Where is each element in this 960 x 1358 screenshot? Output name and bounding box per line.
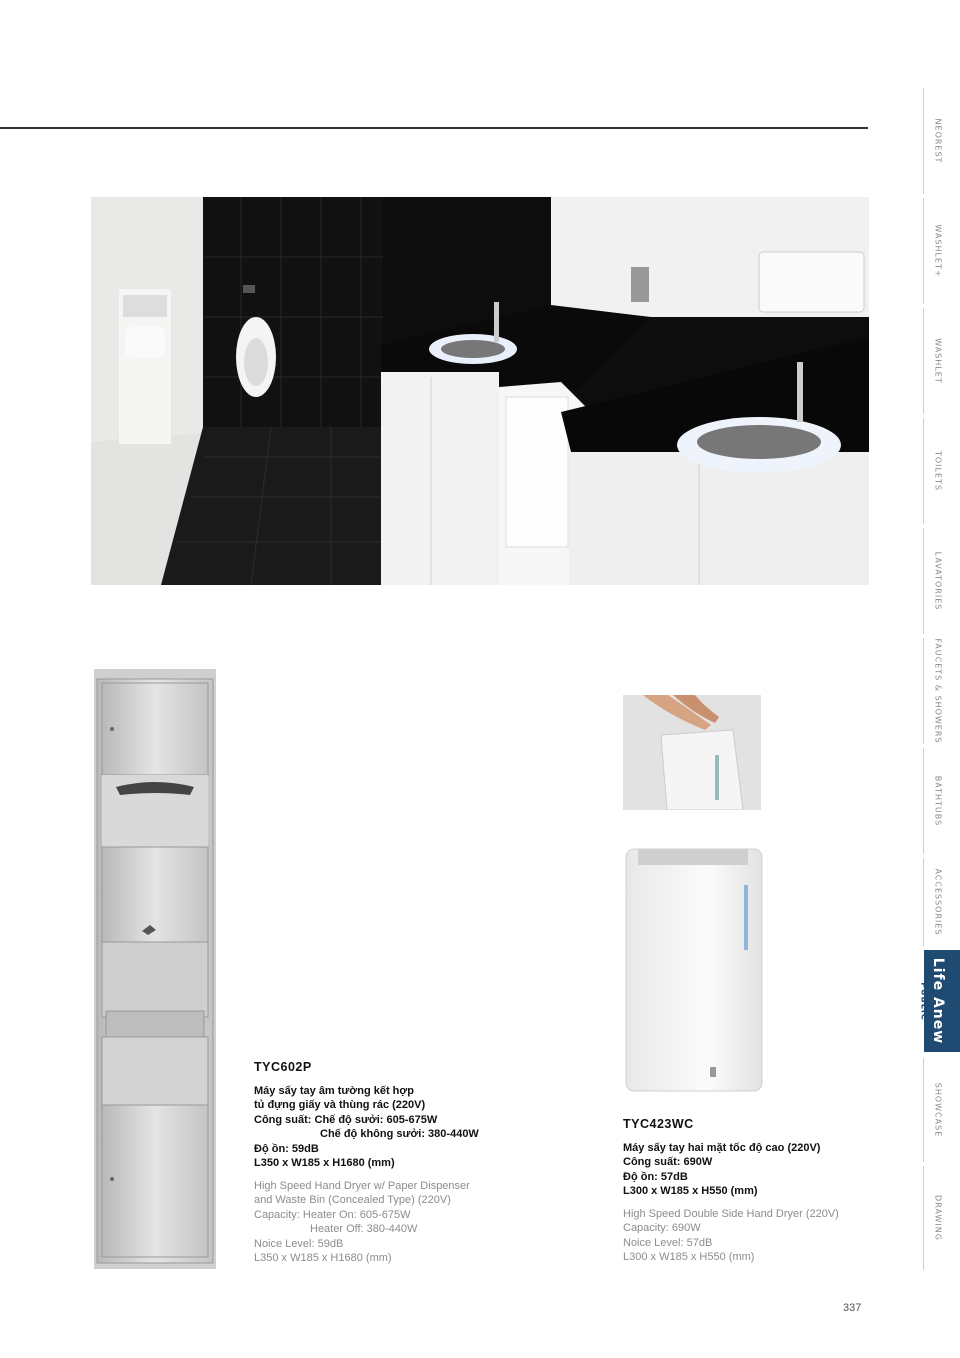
tab-label: LAVATORIES bbox=[933, 551, 943, 611]
product-info-tyc602p bbox=[254, 1060, 479, 1266]
hero-photo bbox=[91, 197, 869, 585]
tab-divider bbox=[923, 638, 924, 744]
section-label-public bbox=[904, 982, 944, 1025]
spec-line: Máy sấy tay hai mặt tốc độ cao (220V) bbox=[623, 1141, 821, 1154]
tab-label: FAUCETS & SHOWERS bbox=[933, 638, 943, 744]
tab-label: WASHLET+ bbox=[933, 224, 943, 278]
vietnamese-specs bbox=[254, 1084, 479, 1171]
model-name: TYC602P bbox=[254, 1060, 312, 1074]
tab-divider bbox=[923, 418, 924, 524]
product-image-tyc423wc bbox=[620, 845, 770, 1095]
tab-label: ACCESSORIES bbox=[933, 868, 943, 936]
tab-label: DRAWING bbox=[933, 1195, 943, 1241]
spec-line: Heater Off: 380-440W bbox=[310, 1223, 418, 1235]
tab-label: SHOWCASE bbox=[933, 1082, 943, 1138]
vietnamese-specs bbox=[623, 1141, 839, 1199]
tab-divider bbox=[923, 308, 924, 414]
spec-line: L350 x W185 x H1680 (mm) bbox=[254, 1157, 395, 1169]
tab-divider bbox=[923, 748, 924, 854]
spec-line: Noice Level: 57dB bbox=[623, 1236, 713, 1249]
spec-line: Công suất: Chế độ sưởi: 605-675W bbox=[254, 1113, 438, 1126]
spec-line: Capacity: 690W bbox=[623, 1222, 701, 1234]
tab-label: WASHLET bbox=[933, 338, 943, 384]
tab-label: BATHTUBS bbox=[933, 775, 943, 827]
spec-line: tủ đựng giấy và thùng rác (220V) bbox=[254, 1099, 426, 1111]
tab-label: TOILETS bbox=[933, 450, 943, 492]
section-label-text: PUBLIC bbox=[919, 982, 929, 1021]
tab-divider bbox=[923, 198, 924, 304]
spec-line: High Speed Hand Dryer w/ Paper Dispenser bbox=[254, 1179, 470, 1192]
tab-divider bbox=[923, 528, 924, 634]
tab-divider bbox=[923, 88, 924, 194]
spec-line: and Waste Bin (Concealed Type) (220V) bbox=[254, 1194, 451, 1206]
spec-line: Độ ồn: 59dB bbox=[254, 1142, 319, 1155]
active-tab-title: Life Anew bbox=[930, 957, 946, 1045]
english-specs bbox=[254, 1179, 479, 1266]
product-image-tyc602p bbox=[94, 669, 216, 1269]
spec-line: Máy sấy tay âm tường kết hợp bbox=[254, 1084, 414, 1097]
product-thumbnail-in-use bbox=[623, 695, 761, 810]
spec-line: Capacity: Heater On: 605-675W bbox=[254, 1208, 411, 1221]
product-info-tyc423wc bbox=[623, 1117, 839, 1265]
spec-line: Noice Level: 59dB bbox=[254, 1237, 344, 1250]
tab-label: NEOREST bbox=[933, 118, 943, 164]
spec-line: Độ ồn: 57dB bbox=[623, 1170, 688, 1183]
english-specs bbox=[623, 1207, 839, 1265]
tab-divider bbox=[923, 1166, 924, 1270]
side-nav bbox=[920, 88, 960, 1288]
spec-line: Công suất: 690W bbox=[623, 1156, 713, 1168]
tab-drawing[interactable] bbox=[920, 1166, 960, 1270]
page-number: 337 bbox=[843, 1302, 862, 1314]
spec-line: L300 x W185 x H550 (mm) bbox=[623, 1185, 758, 1197]
top-rule bbox=[0, 127, 868, 129]
spec-line: L300 x W185 x H550 (mm) bbox=[623, 1251, 755, 1263]
spec-line: Chế độ không sưởi: 380-440W bbox=[320, 1128, 479, 1140]
spec-line: High Speed Double Side Hand Dryer (220V) bbox=[623, 1207, 839, 1220]
spec-line: L350 x W185 x H1680 (mm) bbox=[254, 1252, 392, 1264]
model-name: TYC423WC bbox=[623, 1117, 694, 1131]
